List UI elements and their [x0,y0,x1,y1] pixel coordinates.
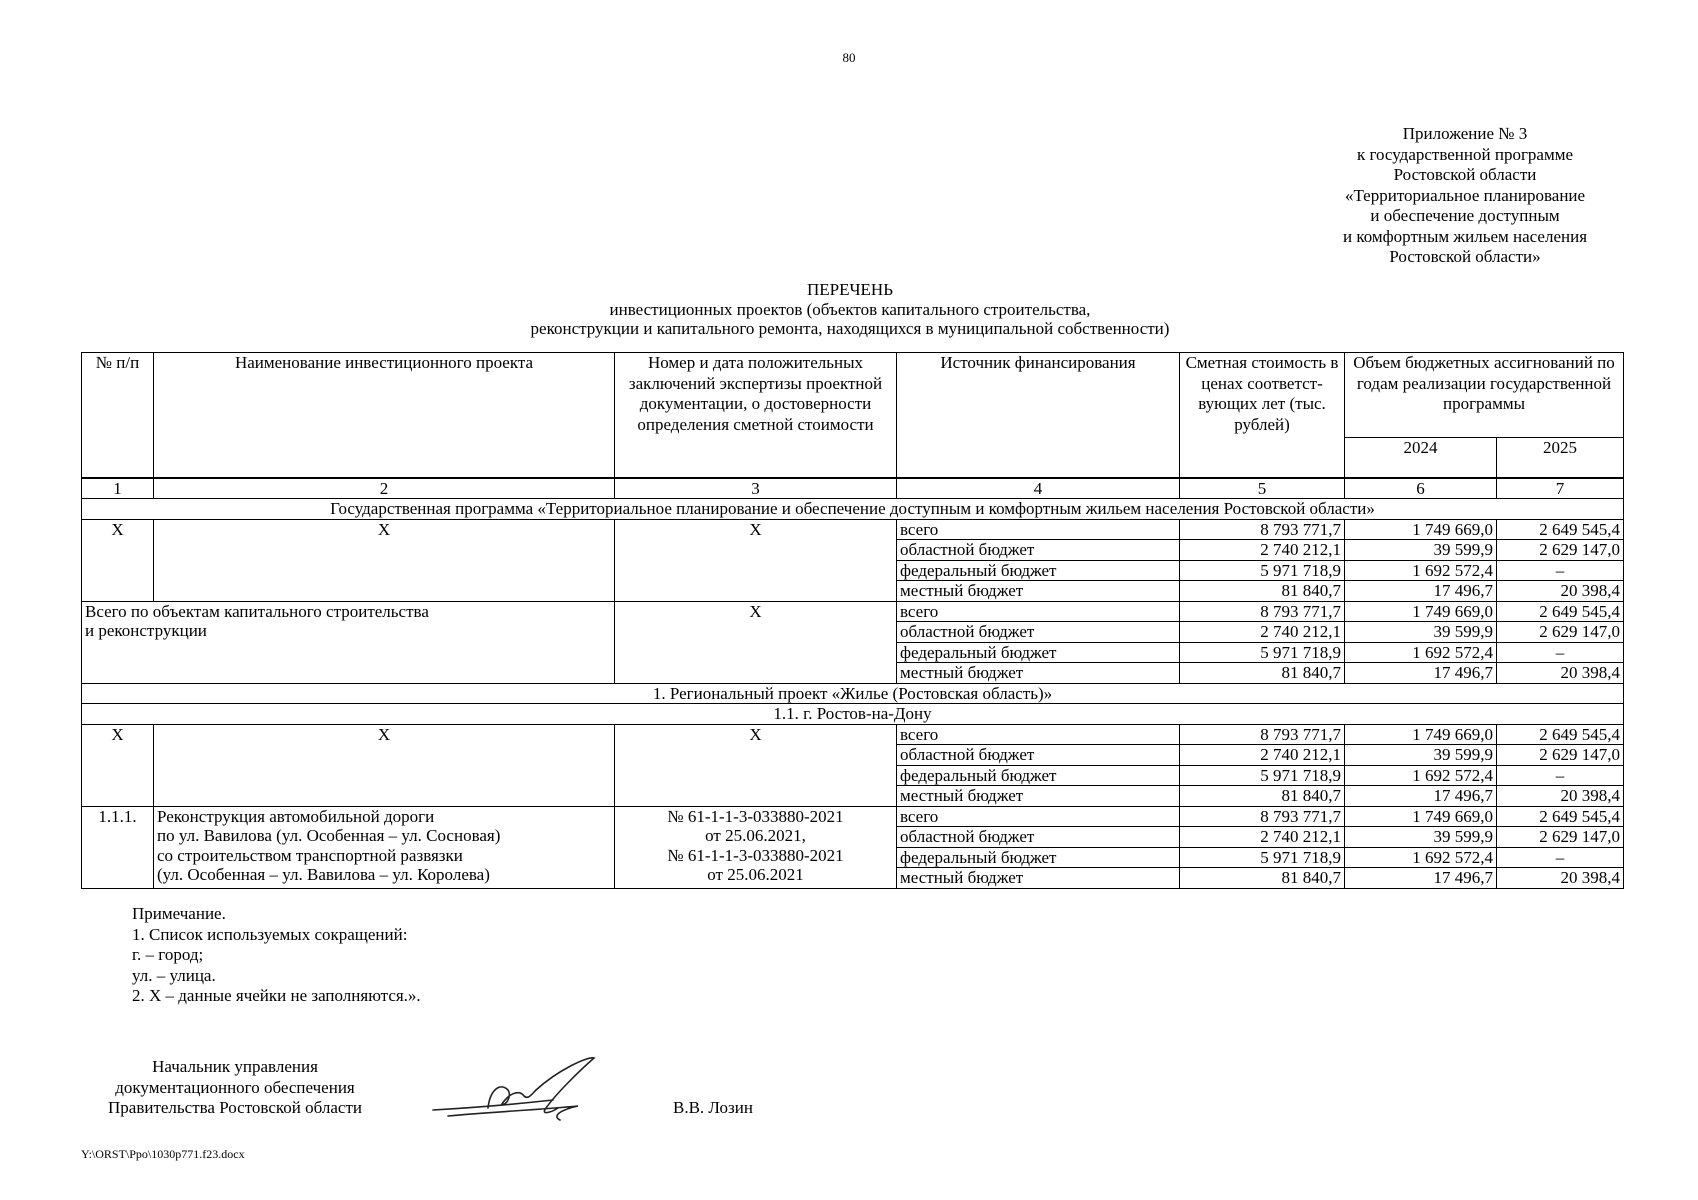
signature-icon [428,1050,638,1130]
city-title: 1.1. г. Ростов-на-Дону [82,704,1624,725]
year1-cell: 17 496,7 [1345,663,1497,684]
year1-cell: 39 599,9 [1345,745,1497,766]
cost-cell: 2 740 212,1 [1180,540,1345,561]
source-cell: местный бюджет [897,663,1180,684]
header-num: № п/п [82,353,154,478]
year2-cell: 2 649 545,4 [1497,806,1624,827]
year2-cell: 2 629 147,0 [1497,745,1624,766]
appendix-line: Ростовской области» [1389,247,1541,266]
appendix-line: и комфортным жильем населения [1342,226,1588,246]
header-name: Наименование инвестиционного проекта [154,353,615,478]
regional-project-row [82,683,1624,704]
note-line: ул. – улица. [132,965,216,985]
header-expertise: Номер и дата положительных заключений экспертизы проектной документации, о достоверности определения сметной стоимости [615,353,897,478]
year1-cell: 1 692 572,4 [1345,847,1497,868]
cost-cell: 2 740 212,1 [1180,745,1345,766]
source-cell: всего [897,724,1180,745]
cost-cell: 5 971 718,9 [1180,642,1345,663]
appendix-line: к государственной программе [1356,144,1574,164]
year1-cell: 1 749 669,0 [1345,519,1497,540]
document-title [380,280,1320,339]
total-label [82,601,615,683]
year2-cell: 2 649 545,4 [1497,724,1624,745]
source-cell: федеральный бюджет [897,847,1180,868]
cost-cell: 81 840,7 [1180,786,1345,807]
item-name-line: со строительством транспортной развязки [157,845,463,865]
appendix-line: и обеспечение доступным [1370,206,1560,225]
column-numbers-row [82,478,1624,499]
source-cell: областной бюджет [897,745,1180,766]
source-cell: федеральный бюджет [897,642,1180,663]
year1-cell: 1 749 669,0 [1345,601,1497,622]
year2-cell: 2 649 545,4 [1497,601,1624,622]
program-title-row [82,499,1624,520]
investment-projects-table [81,352,1624,889]
title-line: инвестиционных проектов (объектов капитального строительства, [609,299,1091,319]
note-line: 2. X – данные ячейки не заполняются.». [132,986,421,1005]
source-cell: федеральный бюджет [897,765,1180,786]
appendix-line: Ростовской области [1393,165,1537,184]
cost-cell: 5 971 718,9 [1180,560,1345,581]
year2-cell: 2 629 147,0 [1497,622,1624,643]
year1-cell: 39 599,9 [1345,540,1497,561]
header-cost: Сметная стоимость в ценах соответст-вующих лет (тыс. рублей) [1180,353,1345,478]
item-expertise-line: № 61-1-1-3-033880-2021 [667,806,844,826]
x-mark: X [615,724,897,806]
item-expertise-line: № 61-1-1-3-033880-2021 [667,845,844,865]
year2-cell: – [1497,765,1624,786]
appendix-line: Приложение № 3 [1402,124,1528,143]
note-block [132,904,421,1007]
note-line: 1. Список используемых сокращений: [132,924,408,944]
x-mark: X [615,601,897,683]
x-mark: X [154,519,615,601]
source-cell: областной бюджет [897,827,1180,848]
source-cell: всего [897,601,1180,622]
appendix-line: «Территориальное планирование [1344,185,1586,205]
file-path: Y:\ORST\Ppo\1030p771.f23.docx [81,1147,245,1161]
item-name [154,806,615,888]
year1-cell: 17 496,7 [1345,581,1497,602]
cost-cell: 81 840,7 [1180,868,1345,889]
year1-cell: 17 496,7 [1345,868,1497,889]
year1-cell: 17 496,7 [1345,786,1497,807]
x-mark: X [82,724,154,806]
cost-cell: 8 793 771,7 [1180,724,1345,745]
total-label-line: Всего по объектам капитального строительства [85,601,429,621]
source-cell: местный бюджет [897,868,1180,889]
note-line: Примечание. [132,904,226,923]
total-label-line: и реконструкции [85,621,207,640]
city-row [82,704,1624,725]
item-expertise-line: от 25.06.2021 [707,865,804,884]
x-mark: X [615,519,897,601]
column-number: 4 [897,478,1180,499]
year2-cell: 2 629 147,0 [1497,827,1624,848]
cost-cell: 81 840,7 [1180,581,1345,602]
column-number: 6 [1345,478,1497,499]
year2-cell: – [1497,560,1624,581]
cost-cell: 2 740 212,1 [1180,827,1345,848]
year1-cell: 39 599,9 [1345,827,1497,848]
appendix-header [1305,124,1625,268]
column-number: 7 [1497,478,1624,499]
cost-cell: 5 971 718,9 [1180,765,1345,786]
header-source: Источник финансирования [897,353,1180,478]
column-number: 5 [1180,478,1345,499]
signer-position-line: документационного обеспечения [115,1077,355,1097]
item-number: 1.1.1. [82,806,154,888]
year2-cell: 20 398,4 [1497,581,1624,602]
column-number: 1 [82,478,154,499]
year2-cell: – [1497,642,1624,663]
table-row [82,519,1624,540]
cost-cell: 2 740 212,1 [1180,622,1345,643]
year2-cell: 2 629 147,0 [1497,540,1624,561]
signer-position [70,1057,400,1119]
cost-cell: 5 971 718,9 [1180,847,1345,868]
item-expertise [615,806,897,888]
item-name-line: (ул. Особенная – ул. Вавилова – ул. Королева) [157,865,490,884]
cost-cell: 81 840,7 [1180,663,1345,684]
year2-cell: 20 398,4 [1497,868,1624,889]
source-cell: областной бюджет [897,622,1180,643]
x-mark: X [82,519,154,601]
source-cell: всего [897,519,1180,540]
year1-cell: 1 692 572,4 [1345,642,1497,663]
header-year-2024: 2024 [1345,438,1497,478]
item-expertise-line: от 25.06.2021, [705,826,806,845]
title-heading: ПЕРЕЧЕНЬ [807,280,893,299]
year2-cell: – [1497,847,1624,868]
year2-cell: 2 649 545,4 [1497,519,1624,540]
source-cell: федеральный бюджет [897,560,1180,581]
source-cell: местный бюджет [897,786,1180,807]
item-name-line: Реконструкция автомобильной дороги [157,806,435,826]
title-line: реконструкции и капитального ремонта, находящихся в муниципальной собственности) [530,319,1170,338]
year1-cell: 1 749 669,0 [1345,806,1497,827]
table-row [82,601,1624,622]
signer-position-line: Начальник управления [152,1057,318,1076]
program-title: Государственная программа «Территориальное планирование и обеспечение доступным и комфортным жильем населения Ростовской области» [82,499,1624,520]
item-name-line: по ул. Вавилова (ул. Особенная – ул. Сосновая) [157,826,501,845]
note-line: г. – город; [132,945,204,964]
cost-cell: 8 793 771,7 [1180,806,1345,827]
column-number: 3 [615,478,897,499]
table-row [82,724,1624,745]
cost-cell: 8 793 771,7 [1180,519,1345,540]
signer-name: В.В. Лозин [673,1098,753,1117]
source-cell: областной бюджет [897,540,1180,561]
year1-cell: 39 599,9 [1345,622,1497,643]
header-budget: Объем бюджетных ассигнований по годам реализации государственной программы [1345,353,1624,438]
page-number: 80 [842,50,856,65]
source-cell: местный бюджет [897,581,1180,602]
year1-cell: 1 749 669,0 [1345,724,1497,745]
year2-cell: 20 398,4 [1497,786,1624,807]
regional-project-title: 1. Региональный проект «Жилье (Ростовская область)» [82,683,1624,704]
header-year-2025: 2025 [1497,438,1624,478]
signer-position-line: Правительства Ростовской области [108,1098,362,1117]
x-mark: X [154,724,615,806]
column-number: 2 [154,478,615,499]
year1-cell: 1 692 572,4 [1345,765,1497,786]
year2-cell: 20 398,4 [1497,663,1624,684]
table-row [82,806,1624,827]
source-cell: всего [897,806,1180,827]
cost-cell: 8 793 771,7 [1180,601,1345,622]
year1-cell: 1 692 572,4 [1345,560,1497,581]
